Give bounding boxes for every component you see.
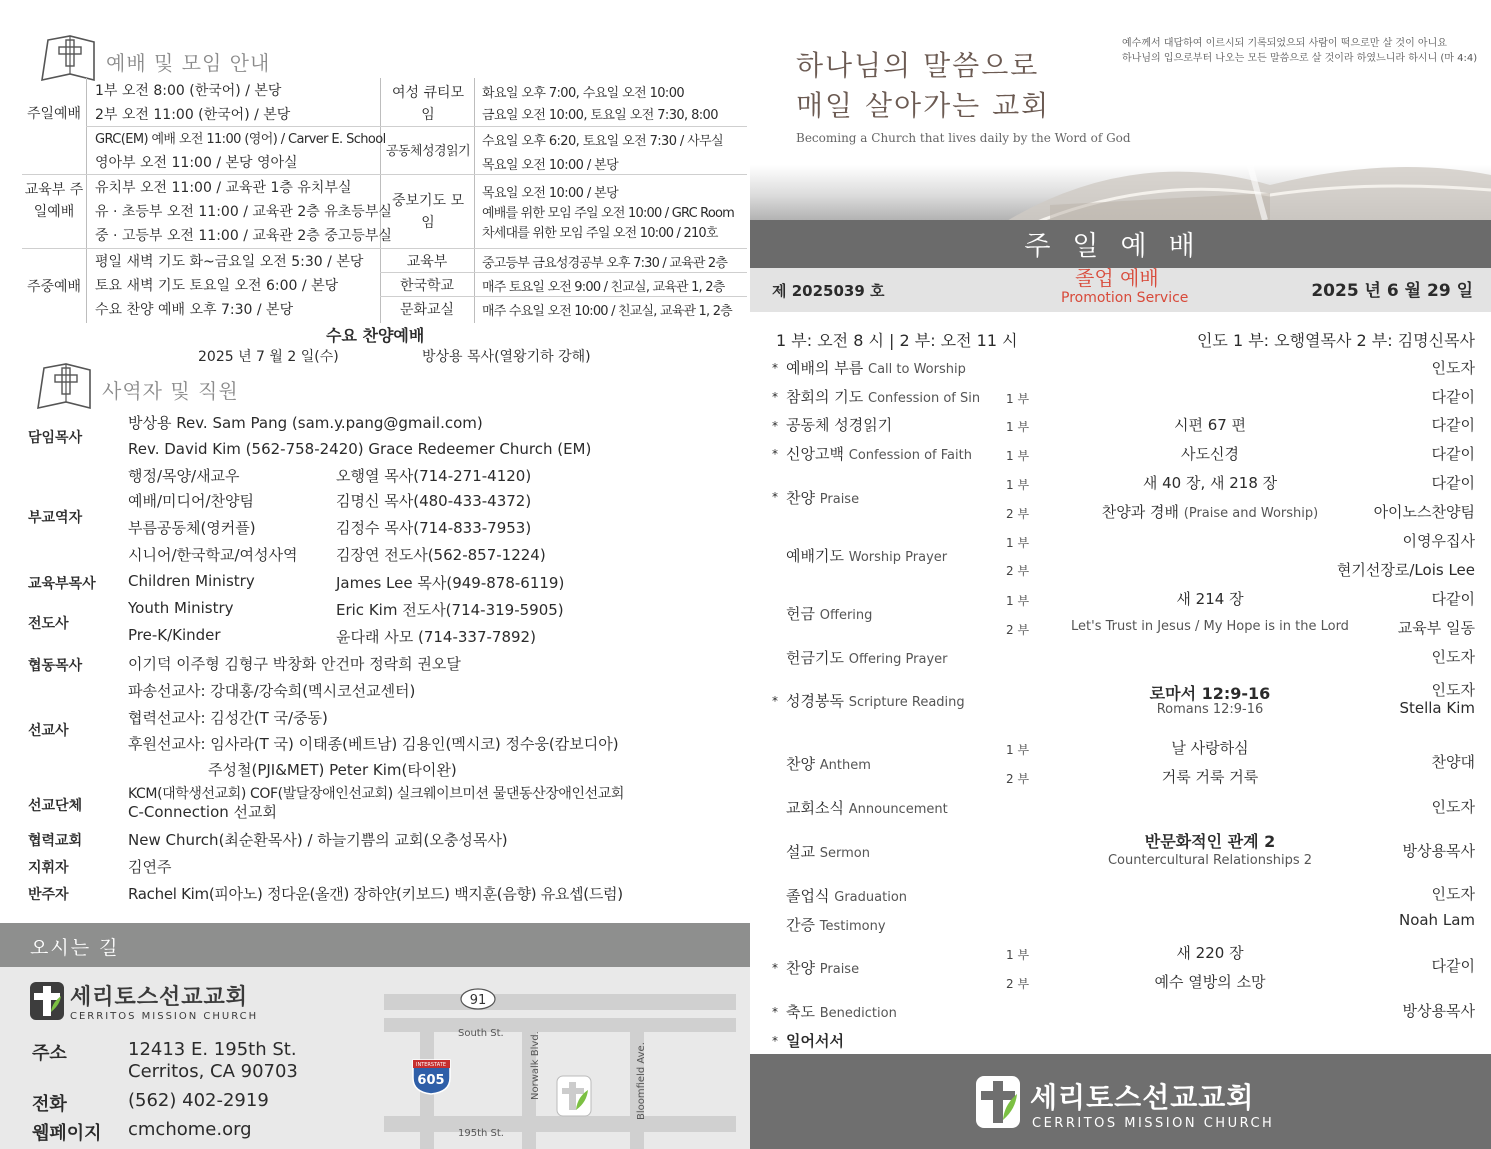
highway-91-text: 91 — [469, 993, 487, 1008]
weekday-item: 평일 새벽 기도 화~금요일 오전 5:30 / 본당 — [95, 254, 364, 270]
worship-item — [786, 487, 859, 508]
worship-item — [786, 1001, 897, 1022]
staff-label: 전도사 — [28, 616, 69, 632]
schedule-heading — [38, 30, 270, 84]
address-line2: Cerritos, CA 90703 — [128, 1061, 298, 1082]
item-leader: 교육부 일동 — [1397, 619, 1475, 637]
schedule-detail: 매주 수요일 오전 10:00 / 친교실, 교육관 1, 2층 — [482, 304, 732, 319]
sunday-item: GRC(EM) 예배 오전 11:00 (영어) / Carver E. School — [95, 132, 386, 147]
worship-item — [786, 443, 972, 464]
part-label: 2 부 — [1006, 507, 1030, 521]
staff-role: Pre-K/Kinder — [128, 626, 221, 644]
phone-number: (562) 402-2919 — [128, 1090, 269, 1111]
motto-line: 하나님의 말씀으로 — [796, 49, 1040, 82]
staff-label: 지휘자 — [28, 860, 69, 876]
worship-item — [786, 753, 871, 774]
address-line1: 12413 E. 195th St. — [128, 1039, 297, 1060]
address-label: 주소 — [32, 1043, 67, 1064]
directions-header — [0, 923, 750, 967]
stand-up-note: 일어서서 — [786, 1032, 844, 1050]
directions-title: 오시는 길 — [30, 937, 120, 959]
promotion-title-kr: 졸업 예배 — [1075, 266, 1159, 290]
item-kr: 설교 — [786, 843, 815, 861]
item-leader: 인도자 — [1431, 885, 1475, 903]
item-content: 새 214 장 — [1176, 590, 1244, 608]
women-qt-label: 여성 큐티모임 — [391, 85, 465, 123]
worship-item — [786, 841, 870, 862]
staff-text: KCM(대학생선교회) COF(발달장애인선교회) 실크웨이브미션 물댄동산장애인선교회 — [128, 786, 624, 802]
staff-text: 주성철(PJI&MET) Peter Kim(타이완) — [208, 761, 457, 779]
item-leader: 다같이 — [1431, 590, 1475, 608]
item-kr: 헌금 — [786, 605, 815, 623]
schedule-detail: 화요일 오후 7:00, 수요일 오전 10:00 — [482, 86, 685, 101]
item-en: Offering — [819, 608, 873, 623]
stand-marker: * — [772, 961, 778, 975]
sermon-title: 반문화적인 관계 2 — [1144, 832, 1276, 851]
part-label: 1 부 — [1006, 420, 1030, 434]
schedule-detail: 금요일 오전 10:00, 토요일 오전 7:30, 8:00 — [482, 108, 718, 123]
schedule-detail: 목요일 오전 10:00 / 본당 — [482, 158, 619, 173]
edu-item: 유치부 오전 11:00 / 교육관 1층 유치부실 — [95, 180, 352, 196]
worship-item — [786, 690, 965, 711]
verse-line: 하나님의 입으로부터 나오는 모든 말씀으로 살 것이라 하였느니라 하시니 (마 4:4) — [1122, 53, 1478, 64]
edu-item: 영아부 오전 11:00 / 본당 영아실 — [95, 155, 298, 171]
part-label: 2 부 — [1006, 772, 1030, 786]
staff-text: 방상용 Rev. Sam Pang (sam.y.pang@gmail.com) — [128, 414, 483, 432]
sunday-label: 주일예배 — [26, 106, 82, 122]
edu-item: 유 · 초등부 오전 11:00 / 교육관 2층 유초등부실 — [95, 204, 392, 220]
staff-label: 선교사 — [28, 723, 69, 739]
edu-label: 교육부 주일예배 — [24, 182, 84, 220]
bible-cross-icon — [38, 30, 100, 84]
item-leader: 아이노스찬양팀 — [1373, 503, 1475, 521]
issue-number: 제 2025039 호 — [772, 282, 885, 300]
item-content — [1080, 501, 1340, 522]
website-label: 웹페이지 — [32, 1123, 102, 1144]
part-label: 1 부 — [1006, 449, 1030, 463]
item-leader: 다같이 — [1431, 957, 1475, 975]
item-en: Graduation — [834, 890, 908, 905]
wednesday-date: 2025 년 7 월 2 일(수) — [198, 349, 339, 365]
item-kr: 헌금기도 — [786, 649, 844, 667]
scripture-ref: 로마서 12:9-16 — [1149, 684, 1271, 703]
item-en: Confession of Faith — [848, 448, 972, 463]
item-content: 새 220 장 — [1176, 944, 1244, 962]
item-kr: 참회의 기도 — [786, 388, 864, 406]
stand-marker: * — [772, 390, 778, 404]
weekday-item: 토요 새벽 기도 토요일 오전 6:00 / 본당 — [95, 278, 339, 294]
item-content: 날 사랑하심 — [1171, 739, 1249, 757]
staff-name: James Lee 목사(949-878-6119) — [336, 574, 565, 592]
footer-band — [750, 1054, 1491, 1149]
item-leader: 방상용목사 — [1402, 1002, 1475, 1020]
staff-name: 오행열 목사(714-271-4120) — [336, 467, 532, 485]
item-content: 거룩 거룩 거룩 — [1161, 768, 1259, 786]
item-kr: 찬양 — [786, 755, 815, 773]
worship-item — [786, 386, 980, 407]
stand-marker: * — [772, 419, 778, 433]
stand-marker: * — [772, 361, 778, 375]
part-label: 1 부 — [1006, 478, 1030, 492]
weekday-item: 수요 찬양 예배 오후 7:30 / 본당 — [95, 302, 294, 318]
sunday-item: 2부 오전 11:00 (한국어) / 본당 — [95, 107, 291, 123]
item-leader: Stella Kim — [1399, 699, 1475, 717]
staff-heading-text: 사역자 및 직원 — [102, 378, 239, 403]
item-en: Praise — [819, 962, 860, 977]
interstate-label: INTERSTATE — [416, 1062, 446, 1068]
worship-item — [786, 414, 892, 435]
staff-text: 후원선교사: 임사라(T 국) 이태종(베트남) 김용인(멕시코) 정수웅(캄보디아) — [128, 735, 619, 753]
korean-school-label: 한국학교 — [399, 278, 455, 294]
sermon-title-en: Countercultural Relationships 2 — [1107, 853, 1313, 868]
staff-role: 예배/미디어/찬양팀 — [128, 492, 255, 510]
staff-role: 부름공동체(영커플) — [128, 519, 256, 537]
item-en: Scripture Reading — [848, 695, 965, 710]
item-kr: 교회소식 — [786, 799, 844, 817]
schedule-detail: 차세대를 위한 모임 주일 오전 10:00 / 210호 — [482, 226, 718, 241]
schedule-detail: 예배를 위한 모임 주일 오전 10:00 / GRC Room — [482, 206, 734, 221]
worship-item — [786, 957, 859, 978]
staff-text: Rev. David Kim (562-758-2420) Grace Redeemer Church (EM) — [128, 440, 592, 458]
church-logo-icon — [30, 982, 64, 1020]
item-leader: 현기선장로/Lois Lee — [1336, 561, 1475, 579]
scripture-ref-en: Romans 12:9-16 — [1156, 702, 1264, 717]
stand-marker: * — [772, 1034, 778, 1048]
item-leader: 방상용목사 — [1402, 842, 1475, 860]
item-content: 사도신경 — [1181, 445, 1239, 463]
item-en: Worship Prayer — [848, 550, 948, 565]
website-link[interactable]: cmchome.org — [128, 1119, 252, 1140]
church-name-en: CERRITOS MISSION CHURCH — [70, 1011, 259, 1022]
scripture-verse — [1122, 36, 1477, 66]
staff-label: 부교역자 — [28, 510, 83, 526]
staff-label: 담임목사 — [28, 430, 83, 446]
item-en: Testimony — [819, 919, 886, 934]
part-label: 1 부 — [1006, 392, 1030, 406]
staff-text: New Church(최순환목사) / 하늘기쁨의 교회(오충성목사) — [128, 831, 508, 849]
praise-worship-kr: 찬양과 경배 — [1101, 503, 1179, 521]
church-logo — [30, 980, 258, 1022]
item-en: Anthem — [819, 758, 871, 773]
stand-marker: * — [772, 1005, 778, 1019]
staff-text: 파송선교사: 강대홍/강숙희(멕시코선교센터) — [128, 682, 416, 700]
item-kr: 신앙고백 — [786, 445, 844, 463]
church-location-marker — [557, 1076, 591, 1116]
verse-line: 예수께서 대답하여 이르시되 기록되었으되 사람이 떡으로만 살 것이 아니요 — [1122, 38, 1447, 49]
staff-name: 김장연 전도사(562-857-1224) — [336, 546, 546, 564]
item-kr: 찬양 — [786, 959, 815, 977]
schedule-detail: 매주 토요일 오전 9:00 / 친교실, 교육관 1, 2층 — [482, 280, 725, 295]
item-kr: 예배의 부름 — [786, 359, 864, 377]
item-leader: Noah Lam — [1398, 911, 1475, 929]
worship-item — [786, 357, 966, 378]
culture-class-label: 문화교실 — [399, 302, 455, 318]
right-page — [750, 0, 1491, 1149]
item-kr: 성경봉독 — [786, 692, 844, 710]
bulletin-date: 2025 년 6 월 29 일 — [1311, 281, 1473, 301]
schedule-detail: 중고등부 금요성경공부 오후 7:30 / 교육관 2층 — [482, 256, 728, 271]
item-leader: 인도자 — [1431, 359, 1475, 377]
item-content: 시편 67 편 — [1173, 416, 1247, 434]
staff-name: Eric Kim 전도사(714-319-5905) — [336, 601, 564, 619]
staff-role: 행정/목양/새교우 — [128, 467, 240, 485]
bible-cross-icon — [34, 358, 96, 412]
item-en: Sermon — [819, 846, 870, 861]
staff-label: 협력교회 — [28, 833, 83, 849]
edu-item: 중 · 고등부 오전 11:00 / 교육관 2층 중고등부실 — [95, 228, 392, 244]
community-reading-label: 공동체성경읽기 — [385, 144, 471, 159]
worship-item — [786, 647, 947, 668]
sunday-worship-title: 주일예배 — [1024, 231, 1217, 262]
staff-text: 협력선교사: 김성간(T 국/중동) — [128, 709, 328, 727]
bloomfield-label: Bloomfield Ave. — [636, 1042, 647, 1120]
south-st-label: South St. — [458, 1028, 504, 1039]
item-en: Praise — [819, 492, 860, 507]
item-leader: 이영우집사 — [1402, 532, 1475, 550]
church-name-kr: 세리토스선교교회 — [70, 985, 249, 1010]
staff-text: C-Connection 선교회 — [128, 803, 277, 821]
staff-role: Youth Ministry — [128, 599, 234, 617]
item-leader: 찬양대 — [1431, 753, 1475, 771]
staff-name: 김명신 목사(480-433-4372) — [336, 492, 532, 510]
item-kr: 졸업식 — [786, 887, 830, 905]
staff-role: Children Ministry — [128, 572, 255, 590]
wednesday-title: 수요 찬양예배 — [326, 326, 425, 345]
item-content: 새 40 장, 새 218 장 — [1142, 474, 1278, 492]
location-map — [380, 980, 740, 1149]
part-label: 1 부 — [1006, 948, 1030, 962]
part-label: 1 부 — [1006, 594, 1030, 608]
item-en: Benediction — [819, 1006, 897, 1021]
item-kr: 간증 — [786, 916, 815, 934]
sunday-item: 1부 오전 8:00 (한국어) / 본당 — [95, 83, 282, 99]
norwalk-label: Norwalk Blvd. — [530, 1031, 541, 1100]
service-times: 1 부: 오전 8 시 | 2 부: 오전 11 시 — [776, 331, 1018, 350]
item-leader: 다같이 — [1431, 388, 1475, 406]
item-en: Call to Worship — [868, 362, 966, 377]
footer-church-name-kr: 세리토스선교교회 — [1030, 1081, 1255, 1114]
195th-label: 195th St. — [458, 1128, 504, 1139]
item-en: Announcement — [848, 802, 948, 817]
praise-worship-en: (Praise and Worship) — [1183, 506, 1319, 521]
item-leader: 인도자 — [1431, 798, 1475, 816]
motto-line: 매일 살아가는 교회 — [796, 89, 1051, 122]
service-leaders: 인도 1 부: 오행열목사 2 부: 김명신목사 — [1196, 331, 1475, 350]
part-label: 2 부 — [1006, 977, 1030, 991]
schedule-detail: 목요일 오전 10:00 / 본당 — [482, 186, 619, 201]
staff-text: 김연주 — [128, 858, 172, 876]
item-kr: 축도 — [786, 1003, 815, 1021]
item-content: 예수 열방의 소망 — [1154, 973, 1266, 991]
interstate-605-text: 605 — [417, 1073, 445, 1088]
part-label: 1 부 — [1006, 536, 1030, 550]
item-kr: 공동체 성경읽기 — [786, 416, 893, 434]
stand-marker: * — [772, 694, 778, 708]
item-en: Confession of Sin — [868, 391, 981, 406]
staff-text: 이기덕 이주형 김형구 박창화 안건마 정락희 권오달 — [128, 655, 461, 673]
item-kr: 예배기도 — [786, 547, 844, 565]
item-leader: 다같이 — [1431, 474, 1475, 492]
stand-marker: * — [772, 490, 778, 504]
staff-label: 선교단체 — [28, 798, 83, 814]
staff-role: 시니어/한국학교/여성사역 — [128, 546, 298, 564]
staff-name: 김정수 목사(714-833-7953) — [336, 519, 532, 537]
intercession-label: 중보기도 모임 — [391, 193, 465, 231]
staff-heading — [34, 358, 239, 412]
church-motto — [796, 46, 1050, 126]
wednesday-preacher: 방상용 목사(열왕기하 강해) — [422, 349, 591, 365]
staff-text: Rachel Kim(피아노) 정다운(올갠) 장하얀(키보드) 백지훈(음향) 유요셉(드럼) — [128, 885, 623, 903]
item-leader: 인도자 — [1431, 681, 1475, 699]
schedule-heading-text: 예배 및 모임 안내 — [106, 50, 271, 75]
staff-label: 교육부목사 — [28, 576, 96, 592]
item-en: Offering Prayer — [848, 652, 948, 667]
schedule-detail: 수요일 오후 6:20, 토요일 오전 7:30 / 사무실 — [482, 134, 724, 149]
weekday-label: 주중예배 — [26, 279, 82, 295]
staff-name: 윤다래 사모 (714-337-7892) — [336, 628, 536, 646]
sunday-worship-band — [750, 220, 1491, 268]
stand-marker: * — [772, 447, 778, 461]
promotion-title-en: Promotion Service — [1061, 290, 1189, 306]
staff-label: 반주자 — [28, 887, 69, 903]
church-logo-icon — [976, 1076, 1020, 1128]
item-leader: 다같이 — [1431, 416, 1475, 434]
item-leader: 다같이 — [1431, 445, 1475, 463]
staff-label: 협동목사 — [28, 658, 83, 674]
worship-item — [786, 797, 948, 818]
item-kr: 찬양 — [786, 489, 815, 507]
part-label: 2 부 — [1006, 623, 1030, 637]
item-leader: 인도자 — [1431, 648, 1475, 666]
worship-item — [786, 914, 886, 935]
edu-mid-label: 교육부 — [406, 254, 448, 270]
church-motto-en: Becoming a Church that lives daily by the Word of God — [796, 131, 1131, 145]
item-content: Let's Trust in Jesus / My Hope is in the Lord — [1071, 619, 1349, 634]
worship-item — [786, 603, 872, 624]
worship-item — [786, 885, 907, 906]
footer-church-name-en: CERRITOS MISSION CHURCH — [1032, 1116, 1275, 1131]
part-label: 1 부 — [1006, 743, 1030, 757]
part-label: 2 부 — [1006, 564, 1030, 578]
phone-label: 전화 — [32, 1094, 67, 1115]
bulletin-info-bar — [750, 268, 1491, 312]
worship-item — [786, 545, 947, 566]
